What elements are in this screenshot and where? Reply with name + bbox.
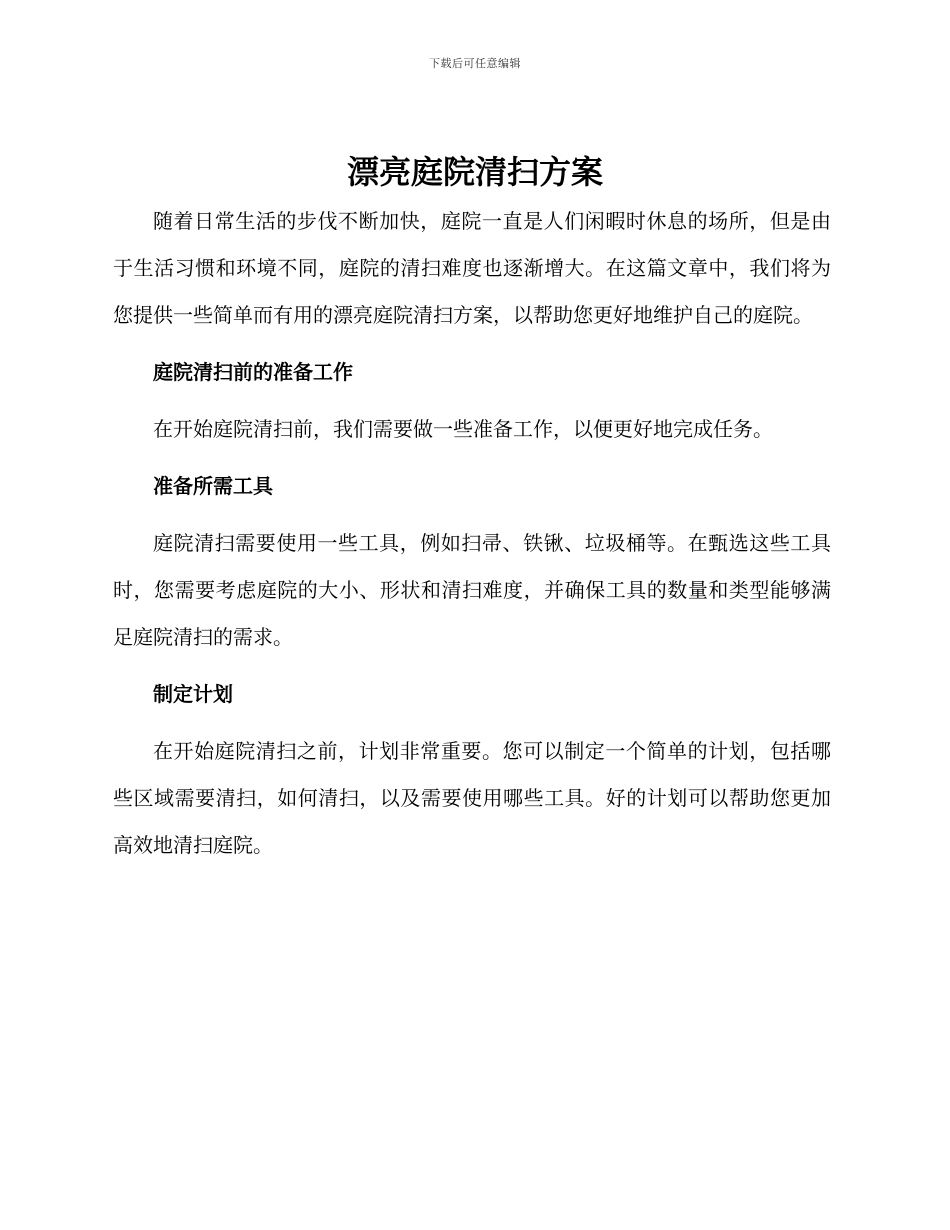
section-heading-plan: 制定计划: [153, 682, 233, 706]
section-text-preparation: 在开始庭院清扫前，我们需要做一些准备工作，以便更好地完成任务。: [153, 417, 773, 441]
intro-paragraph: 随着日常生活的步伐不断加快，庭院一直是人们闲暇时休息的场所，但是由于生活习惯和环境不同，庭院的清扫难度也逐渐增大。在这篇文章中，我们将为您提供一些简单而有用的漂亮庭院清扫方案，以帮助您更好地维护自己的庭院。: [113, 209, 831, 327]
section-heading-tools: 准备所需工具: [153, 474, 273, 498]
document-title: 漂亮庭院清扫方案: [346, 153, 603, 191]
section-text-plan: 在开始庭院清扫之前，计划非常重要。您可以制定一个简单的计划，包括哪些区域需要清扫，如何清扫，以及需要使用哪些工具。好的计划可以帮助您更加高效地清扫庭院。: [113, 739, 831, 857]
section-text-tools: 庭院清扫需要使用一些工具，例如扫帚、铁锹、垃圾桶等。在甄选这些工具时，您需要考虑庭院的大小、形状和清扫难度，并确保工具的数量和类型能够满足庭院清扫的需求。: [113, 531, 831, 649]
section-heading-preparation: 庭院清扫前的准备工作: [153, 360, 353, 384]
page-header-note: 下载后可任意编辑: [429, 57, 521, 70]
document-body: [113, 198, 831, 879]
